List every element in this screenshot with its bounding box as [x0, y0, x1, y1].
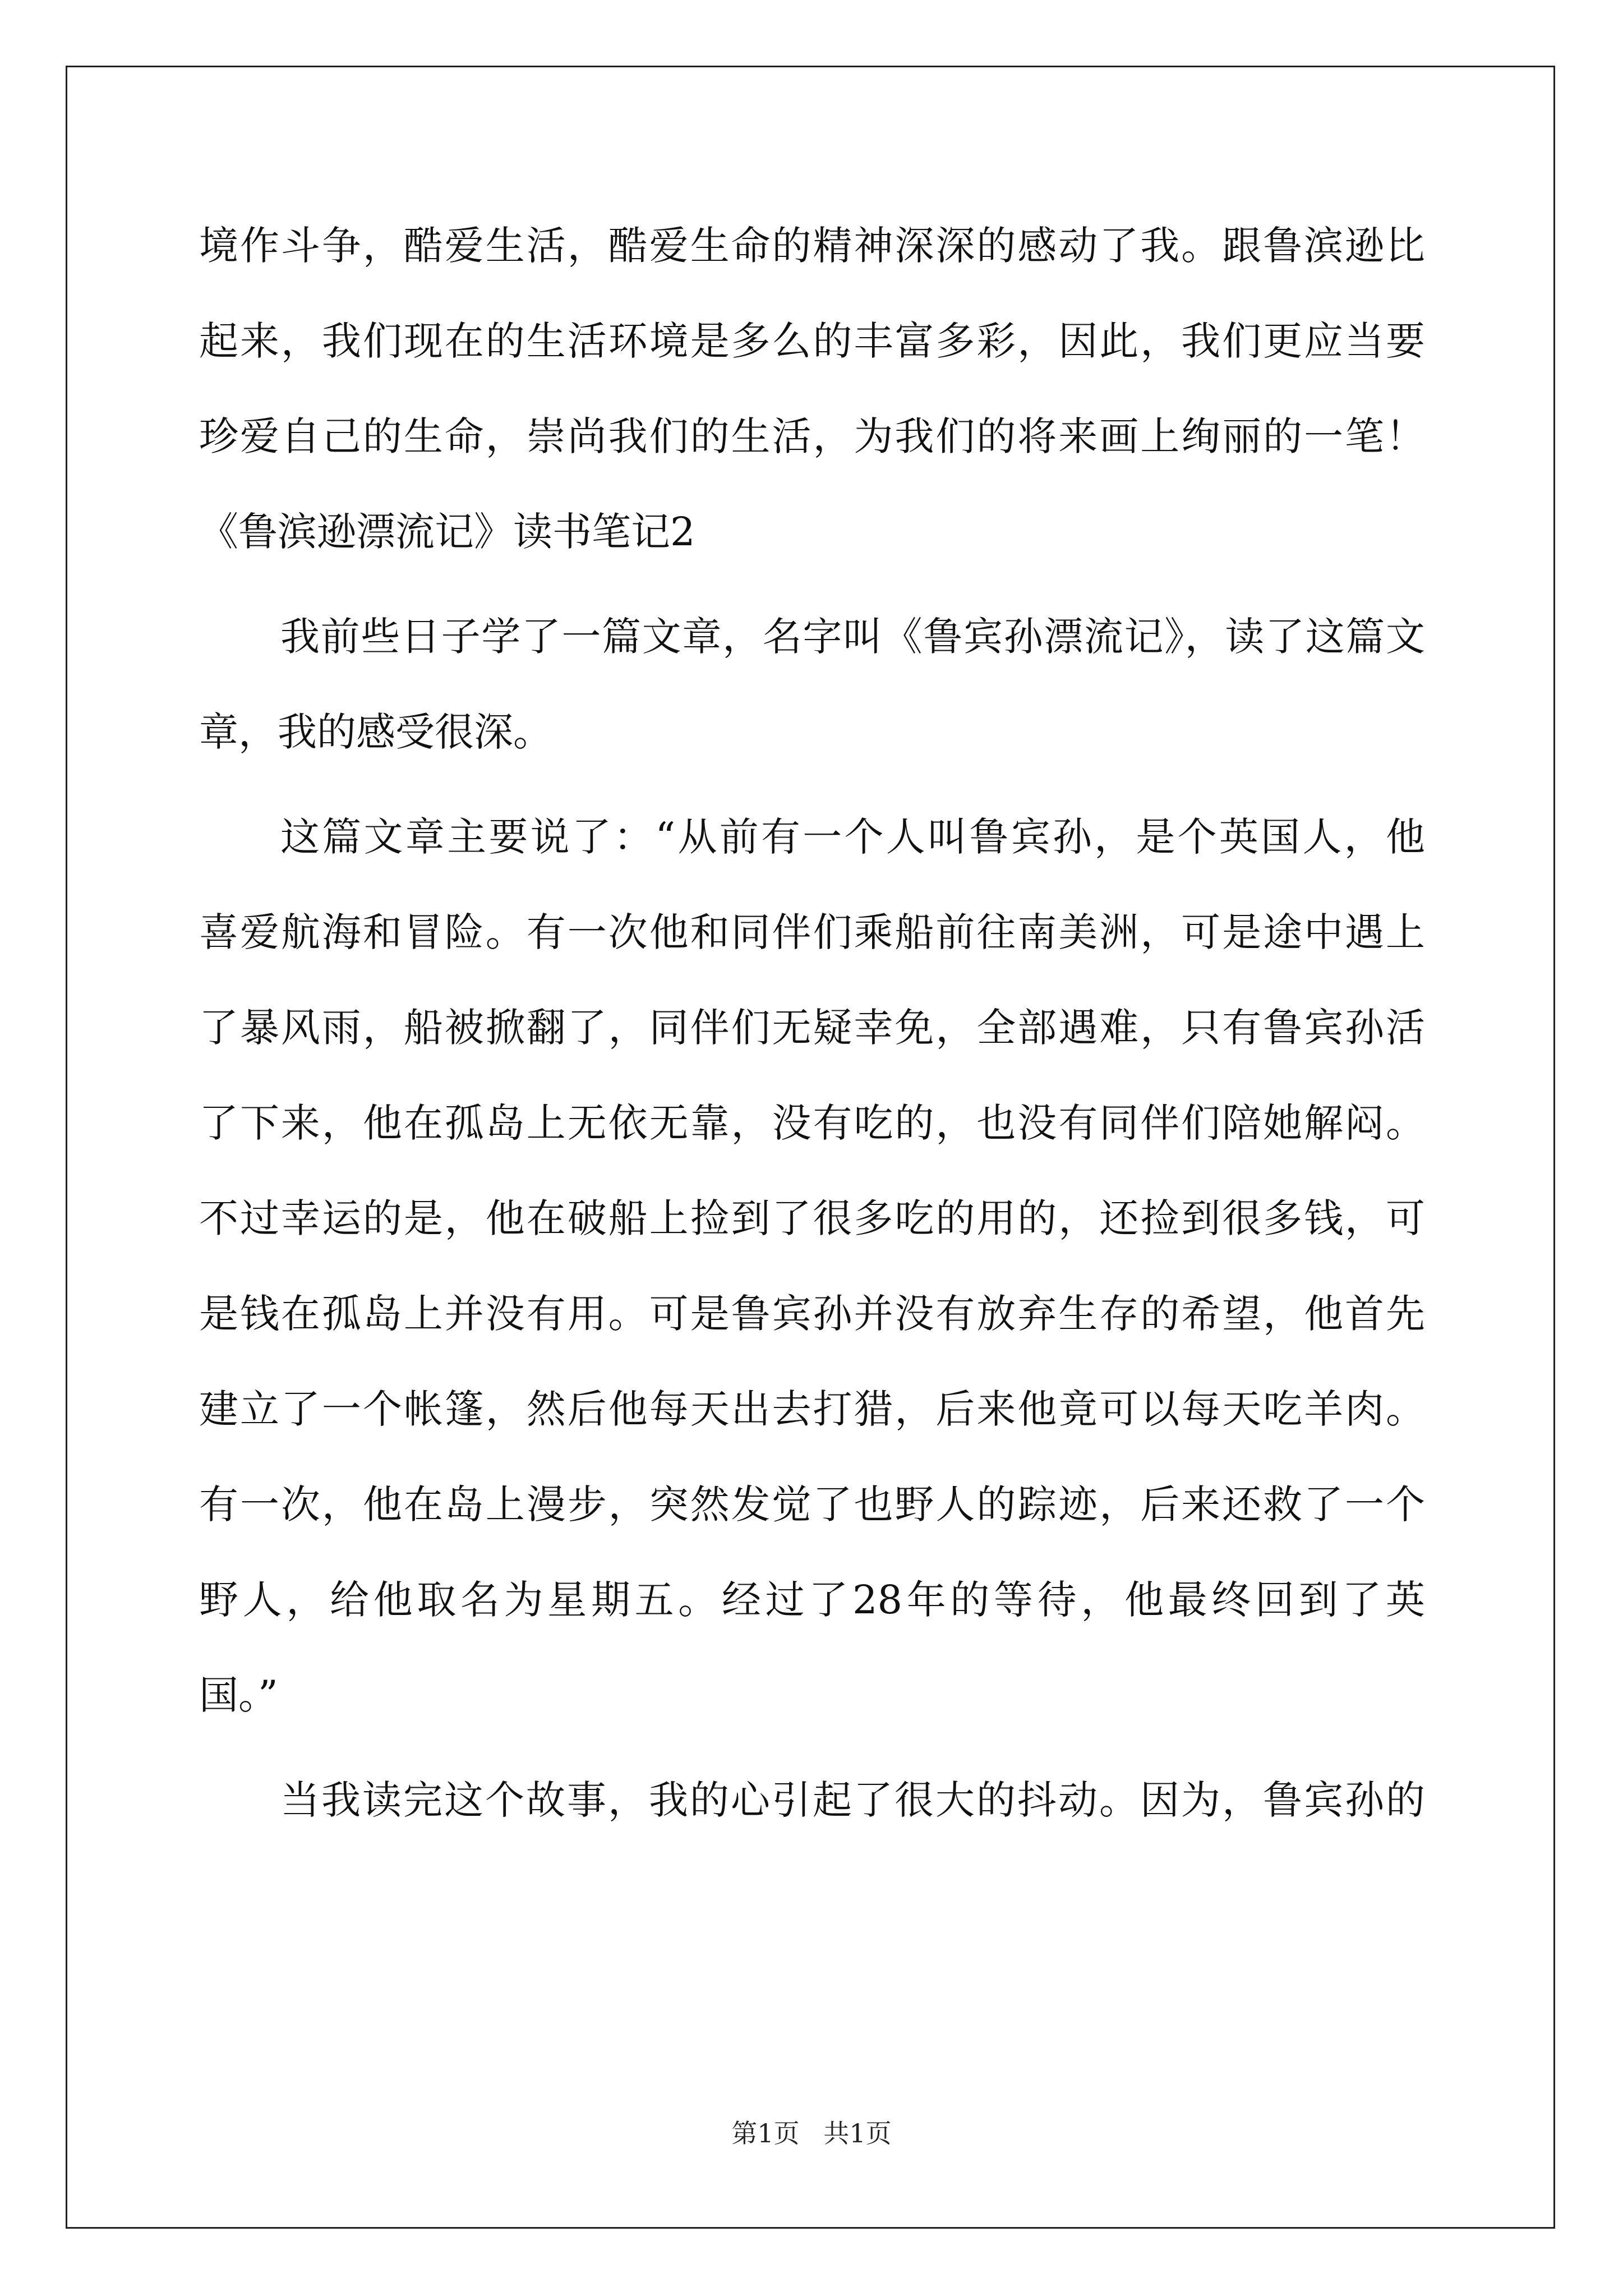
text-line: 珍爱自己的生命，崇尚我们的生活，为我们的将来画上绚丽的一笔！	[199, 413, 1425, 459]
text-line: 起来，我们现在的生活环境是多么的丰富多彩，因此，我们更应当要	[199, 318, 1425, 364]
text-line: 野人，给他取名为星期五。经过了28年的等待，他最终回到了英	[199, 1577, 1425, 1623]
text-line: 不过幸运的是，他在破船上捡到了很多吃的用的，还捡到很多钱，可	[199, 1195, 1425, 1241]
page-number: 第1页	[731, 2118, 800, 2148]
text-line: 了暴风雨，船被掀翻了，同伴们无疑幸免，全部遇难，只有鲁宾孙活	[199, 1005, 1425, 1051]
page-total: 共1页	[823, 2118, 892, 2148]
text-line: 有一次，他在岛上漫步，突然发觉了也野人的踪迹，后来还救了一个	[199, 1481, 1425, 1527]
section-heading: 《鲁滨逊漂流记》读书笔记2	[199, 509, 695, 555]
text-line: 境作斗争，酷爱生活，酷爱生命的精神深深的感动了我。跟鲁滨逊比	[199, 223, 1425, 269]
text-line: 是钱在孤岛上并没有用。可是鲁宾孙并没有放弃生存的希望，他首先	[199, 1291, 1425, 1337]
text-line: 建立了一个帐篷，然后他每天出去打猎，后来他竟可以每天吃羊肉。	[199, 1386, 1425, 1432]
page-footer	[0, 2116, 1623, 2150]
text-line: 当我读完这个故事，我的心引起了很大的抖动。因为，鲁宾孙的	[280, 1777, 1425, 1823]
text-line: 这篇文章主要说了：“从前有一个人叫鲁宾孙，是个英国人，他	[280, 814, 1425, 860]
text-line: 章，我的感受很深。	[199, 709, 552, 755]
text-line: 我前些日子学了一篇文章，名字叫《鲁宾孙漂流记》，读了这篇文	[280, 614, 1425, 660]
text-line: 喜爱航海和冒险。有一次他和同伴们乘船前往南美洲，可是途中遇上	[199, 909, 1425, 955]
text-line: 国。”	[199, 1672, 278, 1718]
text-line: 了下来，他在孤岛上无依无靠，没有吃的，也没有同伴们陪她解闷。	[199, 1100, 1425, 1146]
